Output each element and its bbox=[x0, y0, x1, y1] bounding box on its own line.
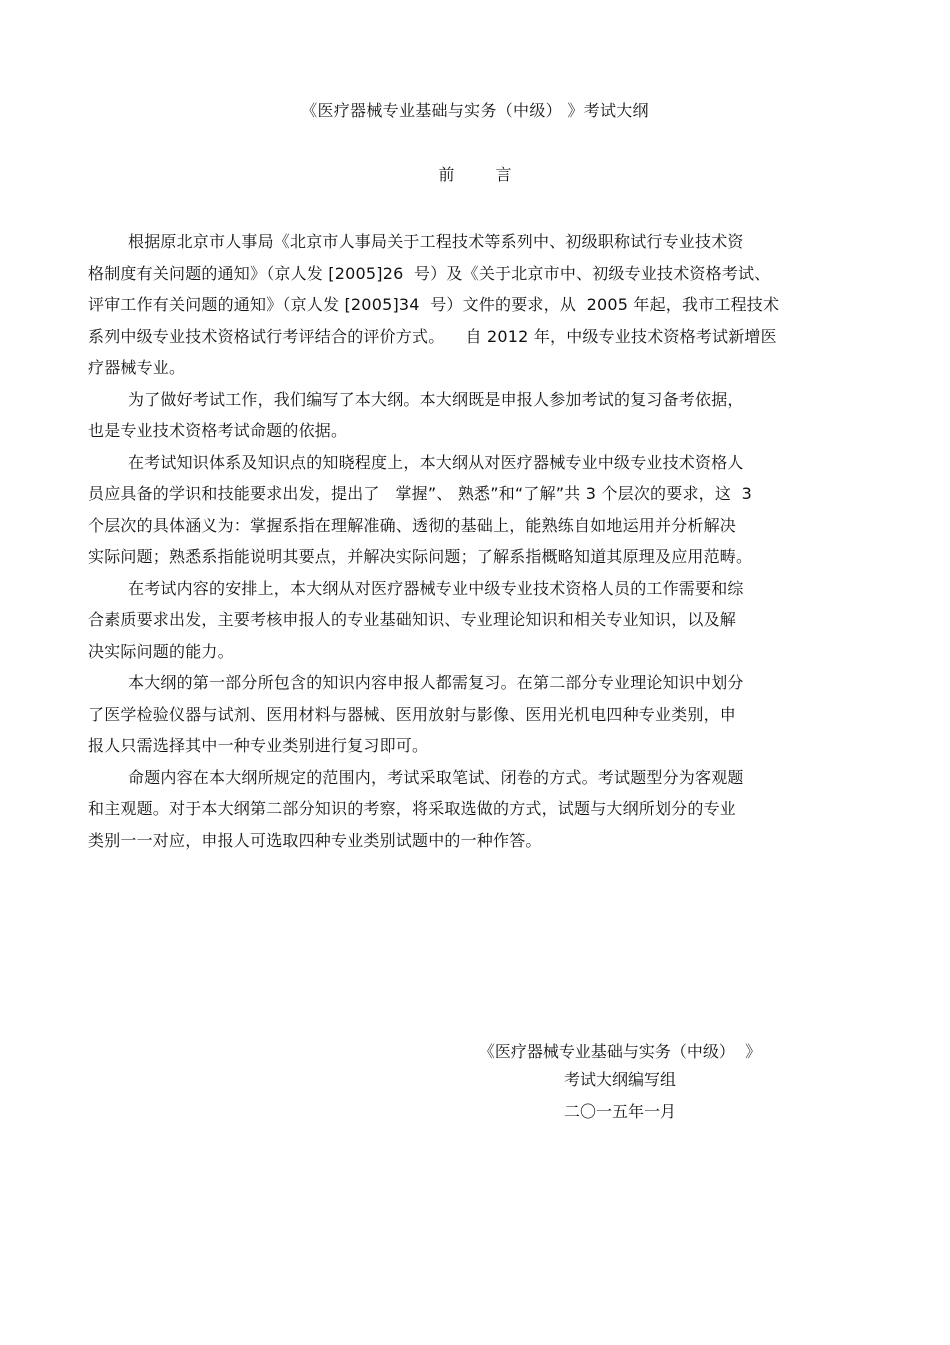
signature-block bbox=[440, 1038, 800, 1126]
paragraph-line: 本大纲的第一部分所包含的知识内容申报人都需复习。在第二部分专业理论知识中划分 bbox=[128, 673, 744, 692]
paragraph-line: 疗器械专业。 bbox=[88, 358, 186, 377]
paragraph-line: 了医学检验仪器与试剂、医用材料与器械、医用放射与影像、医用光机电四种专业类别，申 bbox=[88, 704, 737, 724]
signature-author: 考试大纲编写组 bbox=[563, 1070, 676, 1089]
paragraph-line: 个层次的具体涵义为：掌握系指在理解准确、透彻的基础上，能熟练自如地运用并分析解决 bbox=[88, 515, 737, 535]
paragraph-line: 命题内容在本大纲所规定的范围内，考试采取笔试、闭卷的方式。考试题型分为客观题 bbox=[128, 767, 744, 787]
paragraph-line: 和主观题。对于本大纲第二部分知识的考察，将采取选做的方式，试题与大纲所划分的专业 bbox=[88, 799, 737, 818]
paragraph-line: 决实际问题的能力。 bbox=[88, 641, 234, 661]
paragraph-line: 评审工作有关问题的通知》（京人发 [2005]34 号）文件的要求，从 2005 年起，我市工程技术 bbox=[88, 295, 780, 314]
paragraph-line: 为了做好考试工作，我们编写了本大纲。本大纲既是申报人参加考试的复习备考依据， bbox=[128, 389, 744, 409]
preface-body bbox=[88, 226, 868, 856]
paragraph-line: 报人只需选择其中一种专业类别进行复习即可。 bbox=[88, 736, 429, 755]
signature-document-name: 《医疗器械专业基础与实务（中级） 》 bbox=[478, 1042, 762, 1061]
preface-heading: 前 言 bbox=[438, 165, 512, 184]
paragraph-line: 根据原北京市人事局《北京市人事局关于工程技术等系列中、初级职称试行专业技术资 bbox=[128, 232, 744, 251]
paragraph-line: 也是专业技术资格考试命题的依据。 bbox=[88, 421, 348, 440]
paragraph-line: 格制度有关问题的通知》（京人发 [2005]26 号）及《关于北京市中、初级专业技术资格考试、 bbox=[88, 263, 771, 283]
signature-date: 二〇一五年一月 bbox=[563, 1102, 676, 1121]
paragraph-line: 员应具备的学识和技能要求出发，提出了 掌握”、 熟悉”和“了解”共 3 个层次的要求，这 3 bbox=[88, 484, 753, 503]
paragraph-line: 在考试内容的安排上，本大纲从对医疗器械专业中级专业技术资格人员的工作需要和综 bbox=[128, 578, 744, 598]
paragraph-line: 合素质要求出发，主要考核申报人的专业基础知识、专业理论知识和相关专业知识，以及解 bbox=[88, 610, 737, 629]
document-title: 《医疗器械专业基础与实务（中级） 》考试大纲 bbox=[301, 101, 649, 120]
paragraph-line: 系列中级专业技术资格试行考评结合的评价方式。 自 2012 年，中级专业技术资格考试新增医 bbox=[88, 326, 777, 346]
paragraph-line: 类别一一对应，申报人可选取四种专业类别试题中的一种作答。 bbox=[88, 830, 542, 850]
paragraph-line: 在考试知识体系及知识点的知晓程度上，本大纲从对医疗器械专业中级专业技术资格人 bbox=[128, 452, 744, 472]
paragraph-line: 实际问题；熟悉系指能说明其要点，并解决实际问题；了解系指概略知道其原理及应用范畴。 bbox=[88, 547, 753, 566]
